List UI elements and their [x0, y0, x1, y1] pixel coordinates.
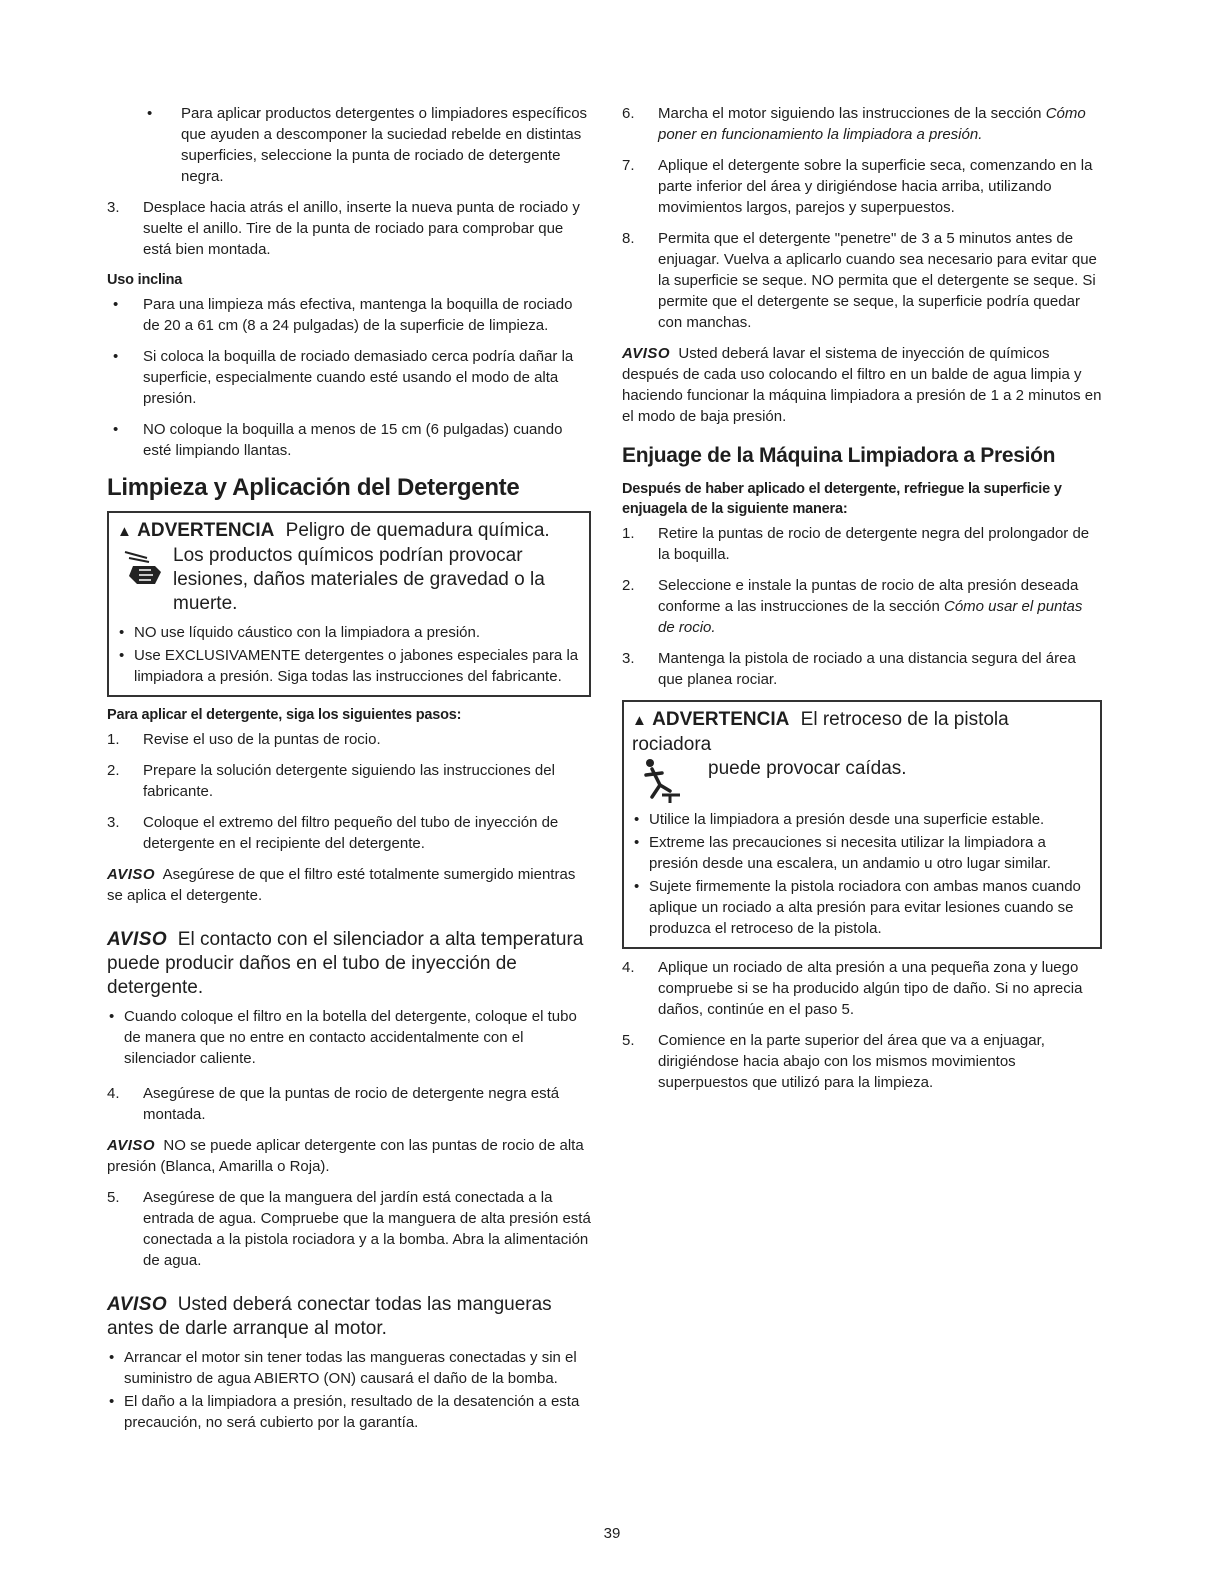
step-item — [107, 812, 591, 854]
warning-title: ADVERTENCIA — [652, 709, 790, 730]
step-text: Aplique un rociado de alta presión a una pequeña zona y luego compruebe si se ha producido algún tipo de daño. Si no aprecia daños, continúe en el paso 5. — [658, 959, 1083, 1018]
aviso-note — [107, 928, 591, 1000]
warning-bullet — [117, 622, 581, 643]
chemical-burn-hand-icon — [117, 544, 173, 592]
list-item — [107, 294, 591, 336]
step-number: 1. — [622, 525, 635, 542]
section-reference: Cómo poner en funcionamiento la limpiadora a presión. — [658, 105, 1086, 143]
list-item — [107, 419, 591, 461]
step-text: Aplique el detergente sobre la superficie seca, comenzando en la parte inferior del área y dirigiéndose hacia arriba, utilizando movimientos largos, parejos y superpuestos. — [658, 157, 1093, 216]
list-item-text: NO coloque la boquilla a menos de 15 cm (6 pulgadas) cuando esté limpiando llantas. — [143, 421, 563, 459]
step-number: 1. — [107, 731, 120, 748]
warning-box — [622, 700, 1102, 949]
warning-text: Los productos químicos podrían provocar lesiones, daños materiales de gravedad o la muerte. — [173, 545, 545, 614]
steps-heading: Para aplicar el detergente, siga los siguientes pasos: — [107, 707, 462, 723]
aviso-label: AVISO — [107, 1294, 168, 1315]
warning-bullet — [632, 809, 1092, 830]
step-text: Revise el uso de la puntas de rocio. — [143, 731, 381, 748]
warning-box — [107, 511, 591, 697]
warning-bullets — [632, 809, 1092, 939]
list-item — [107, 103, 591, 187]
page-number: 39 — [603, 1525, 621, 1542]
step-text: Mantenga la pistola de rociado a una distancia segura del área que planea rociar. — [658, 650, 1076, 688]
warning-body — [632, 757, 1092, 805]
aviso-text: Usted deberá lavar el sistema de inyección de químicos después de cada uso colocando el filtro en un balde de agua limpia y haciendo funcionar la máquina limpiadora a presión de 1 a 2 minutos en el modo de baja presión. — [622, 345, 1102, 425]
step-item — [107, 197, 591, 260]
step-text: Permita que el detergente "penetre" de 3 a 5 minutos antes de enjuagar. Vuelva a aplicarlo cuando sea necesario para evitar que la superficie se seque. NO permita que el detergente se seque. Si permite que el detergente se seque, la superficie podría quedar con manchas. — [658, 230, 1097, 331]
list-item — [107, 346, 591, 409]
aviso-note — [622, 343, 1102, 427]
warning-bullet — [632, 832, 1092, 874]
bullet-dot: • — [147, 105, 153, 122]
right-column — [622, 103, 1102, 1103]
bullet-dot: • — [113, 296, 119, 313]
list-item-text: El daño a la limpiadora a presión, resultado de la desatención a esta precaución, no será cubierto por la garantía. — [124, 1393, 580, 1431]
step-text: Marcha el motor siguiendo las instrucciones de la sección — [658, 105, 1042, 122]
list-item — [107, 1006, 591, 1069]
step-item — [107, 729, 591, 750]
step-text: Asegúrese de que la puntas de rocio de detergente negra está montada. — [143, 1085, 560, 1123]
bullet-dot: • — [113, 348, 119, 365]
aviso-text: Asegúrese de que el filtro esté totalmente sumergido mientras se aplica el detergente. — [107, 866, 576, 904]
step-item — [622, 228, 1102, 333]
bullet-dot: • — [113, 421, 119, 438]
step-number: 3. — [107, 814, 120, 831]
step-text: Prepare la solución detergente siguiendo las instrucciones del fabricante. — [143, 762, 555, 800]
warning-header — [632, 708, 1092, 757]
step-text: Retire la puntas de rocio de detergente negra del prolongador de la boquilla. — [658, 525, 1090, 563]
aviso-label: AVISO — [107, 929, 168, 950]
aviso-text: El contacto con el silenciador a alta temperatura puede producir daños en el tubo de inyección de detergente. — [107, 929, 584, 998]
step-number: 5. — [107, 1189, 120, 1206]
warning-header — [117, 519, 581, 544]
list-item-text: Arrancar el motor sin tener todas las mangueras conectadas y sin el suministro de agua ABIERTO (ON) causará el daño de la bomba. — [124, 1349, 577, 1387]
uso-heading: Uso inclina — [107, 272, 183, 288]
warning-bullet — [632, 876, 1092, 939]
aviso-note — [107, 864, 591, 906]
warning-bullet-text: Extreme las precauciones si necesita utilizar la limpiadora a presión desde una escalera, un andamio u otro lugar similar. — [649, 834, 1051, 872]
aviso-label: AVISO — [107, 866, 156, 883]
bullet-dot: • — [109, 1393, 115, 1410]
warning-headline: El retroceso de la pistola rociadora — [632, 709, 1009, 755]
step-number: 5. — [622, 1032, 635, 1049]
step-item — [107, 760, 591, 802]
aviso-text: Usted deberá conectar todas las mangueras antes de darle arranque al motor. — [107, 1294, 552, 1339]
step-item — [622, 1030, 1102, 1093]
step-number: 3. — [622, 650, 635, 667]
step-text: Asegúrese de que la manguera del jardín está conectada a la entrada de agua. Compruebe que la manguera de alta presión está conectada a la pistola rociadora y a la bomba. Abra la alimentación de agua. — [143, 1189, 591, 1269]
bullet-dot: • — [119, 647, 125, 664]
list-item-text: Para una limpieza más efectiva, mantenga la boquilla de rociado de 20 a 61 cm (8 a 24 pulgadas) de la superficie de limpieza. — [143, 296, 573, 334]
warning-text: puede provocar caídas. — [708, 758, 907, 779]
step-item — [622, 103, 1102, 145]
step-item — [622, 155, 1102, 218]
section-reference: Cómo usar el puntas de rocio. — [658, 598, 1083, 636]
step-number: 3. — [107, 199, 120, 216]
warning-bullets — [117, 622, 581, 687]
bullet-dot: • — [109, 1349, 115, 1366]
list-item-text: Para aplicar productos detergentes o limpiadores específicos que ayuden a descomponer la suciedad rebelde en distintas superficies, seleccione la punta de rociado de detergente negra. — [181, 105, 588, 185]
aviso-label: AVISO — [107, 1137, 156, 1154]
bullet-dot: • — [109, 1008, 115, 1025]
step-text: Coloque el extremo del filtro pequeño del tubo de inyección de detergente en el recipiente del detergente. — [143, 814, 559, 852]
step-item — [622, 648, 1102, 690]
bullet-dot: • — [634, 878, 640, 895]
warning-triangle-icon: ▲ — [632, 712, 647, 729]
warning-bullet — [117, 645, 581, 687]
step-item — [622, 957, 1102, 1020]
aviso-label: AVISO — [622, 345, 671, 362]
step-text: Seleccione e instale la puntas de rocio de alta presión deseada conforme a las instrucciones de la sección — [658, 577, 1079, 615]
section-title: Limpieza y Aplicación del Detergente — [107, 474, 520, 501]
warning-body — [117, 544, 581, 616]
left-column — [107, 103, 591, 1435]
step-number: 4. — [622, 959, 635, 976]
bullet-dot: • — [119, 624, 125, 641]
step-item — [107, 1083, 591, 1125]
list-item-text: Cuando coloque el filtro en la botella del detergente, coloque el tubo de manera que no entre en contacto accidentalmente con el silenciador caliente. — [124, 1008, 577, 1067]
warning-bullet-text: Sujete firmemente la pistola rociadora con ambas manos cuando aplique un rociado a alta presión para evitar lesiones cuando se produzca el retroceso de la pistola. — [649, 878, 1081, 937]
warning-title: ADVERTENCIA — [137, 520, 275, 541]
step-number: 2. — [622, 577, 635, 594]
step-number: 8. — [622, 230, 635, 247]
warning-bullet-text: Utilice la limpiadora a presión desde una superficie estable. — [649, 811, 1045, 828]
bullet-dot: • — [634, 834, 640, 851]
falling-person-icon — [632, 757, 688, 805]
aviso-note — [107, 1293, 591, 1341]
section-intro: Después de haber aplicado el detergente, refriegue la superficie y enjuagela de la siguiente manera: — [622, 481, 1062, 517]
step-text: Comience en la parte superior del área que va a enjuagar, dirigiéndose hacia abajo con los mismos movimientos superpuestos que utilizó para la limpieza. — [658, 1032, 1045, 1091]
step-item — [622, 575, 1102, 638]
list-item — [107, 1391, 591, 1433]
step-number: 6. — [622, 105, 635, 122]
aviso-text: NO se puede aplicar detergente con las puntas de rocio de alta presión (Blanca, Amarilla o Roja). — [107, 1137, 584, 1175]
warning-bullet-text: Use EXCLUSIVAMENTE detergentes o jabones especiales para la limpiadora a presión. Siga todas las instrucciones del fabricante. — [134, 647, 579, 685]
step-text: Desplace hacia atrás el anillo, inserte la nueva punta de rociado y suelte el anillo. Tire de la punta de rociado para comprobar que está bien montada. — [143, 199, 580, 258]
step-number: 2. — [107, 762, 120, 779]
bullet-dot: • — [634, 811, 640, 828]
list-item — [107, 1347, 591, 1389]
step-number: 7. — [622, 157, 635, 174]
warning-headline: Peligro de quemadura química. — [285, 520, 550, 541]
step-item — [107, 1187, 591, 1271]
warning-bullet-text: NO use líquido cáustico con la limpiadora a presión. — [134, 624, 481, 641]
step-number: 4. — [107, 1085, 120, 1102]
step-item — [622, 523, 1102, 565]
warning-triangle-icon: ▲ — [117, 523, 132, 540]
list-item-text: Si coloca la boquilla de rociado demasiado cerca podría dañar la superficie, especialmente cuando esté usando el modo de alta presión. — [143, 348, 574, 407]
aviso-note — [107, 1135, 591, 1177]
section-title: Enjuage de la Máquina Limpiadora a Presión — [622, 444, 1056, 467]
